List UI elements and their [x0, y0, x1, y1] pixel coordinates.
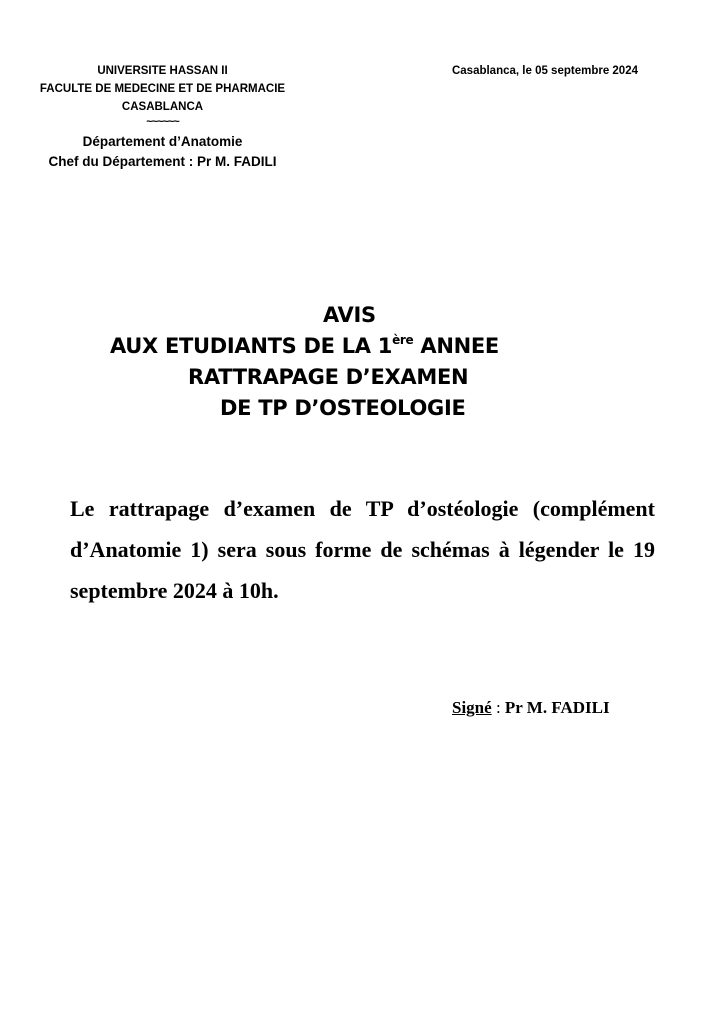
university-name: UNIVERSITE HASSAN II [97, 65, 228, 77]
department-chief: Chef du Département : Pr M. FADILI [48, 154, 277, 169]
signature [452, 696, 610, 720]
institution-header [30, 62, 295, 172]
title-avis: AVIS [323, 303, 376, 327]
header-separator: ~~~~~~ [146, 116, 179, 128]
city-name: CASABLANCA [121, 101, 204, 113]
title-subject: RATTRAPAGE D’EXAMEN [188, 365, 469, 389]
document-date: Casablanca, le 05 septembre 2024 [451, 65, 638, 77]
signature-name: Pr M. FADILI [504, 698, 610, 717]
title-course: DE TP D’OSTEOLOGIE [220, 396, 466, 420]
signature-label: Signé [452, 698, 492, 717]
title-audience [110, 331, 499, 361]
title-audience-end: ANNEE [413, 334, 499, 358]
faculty-name: FACULTE DE MEDECINE ET DE PHARMACIE [39, 83, 286, 95]
notice-body: Le rattrapage d’examen de TP d’ostéologie (complément d’Anatomie 1) sera sous forme de schémas à légender le 19 septembre 2024 à 10h. [70, 496, 655, 603]
department-name: Département d’Anatomie [82, 134, 243, 149]
title-ordinal-suffix: ère [392, 333, 414, 347]
title-audience-text: AUX ETUDIANTS DE LA 1 [110, 334, 393, 358]
signature-separator: : [491, 698, 505, 717]
